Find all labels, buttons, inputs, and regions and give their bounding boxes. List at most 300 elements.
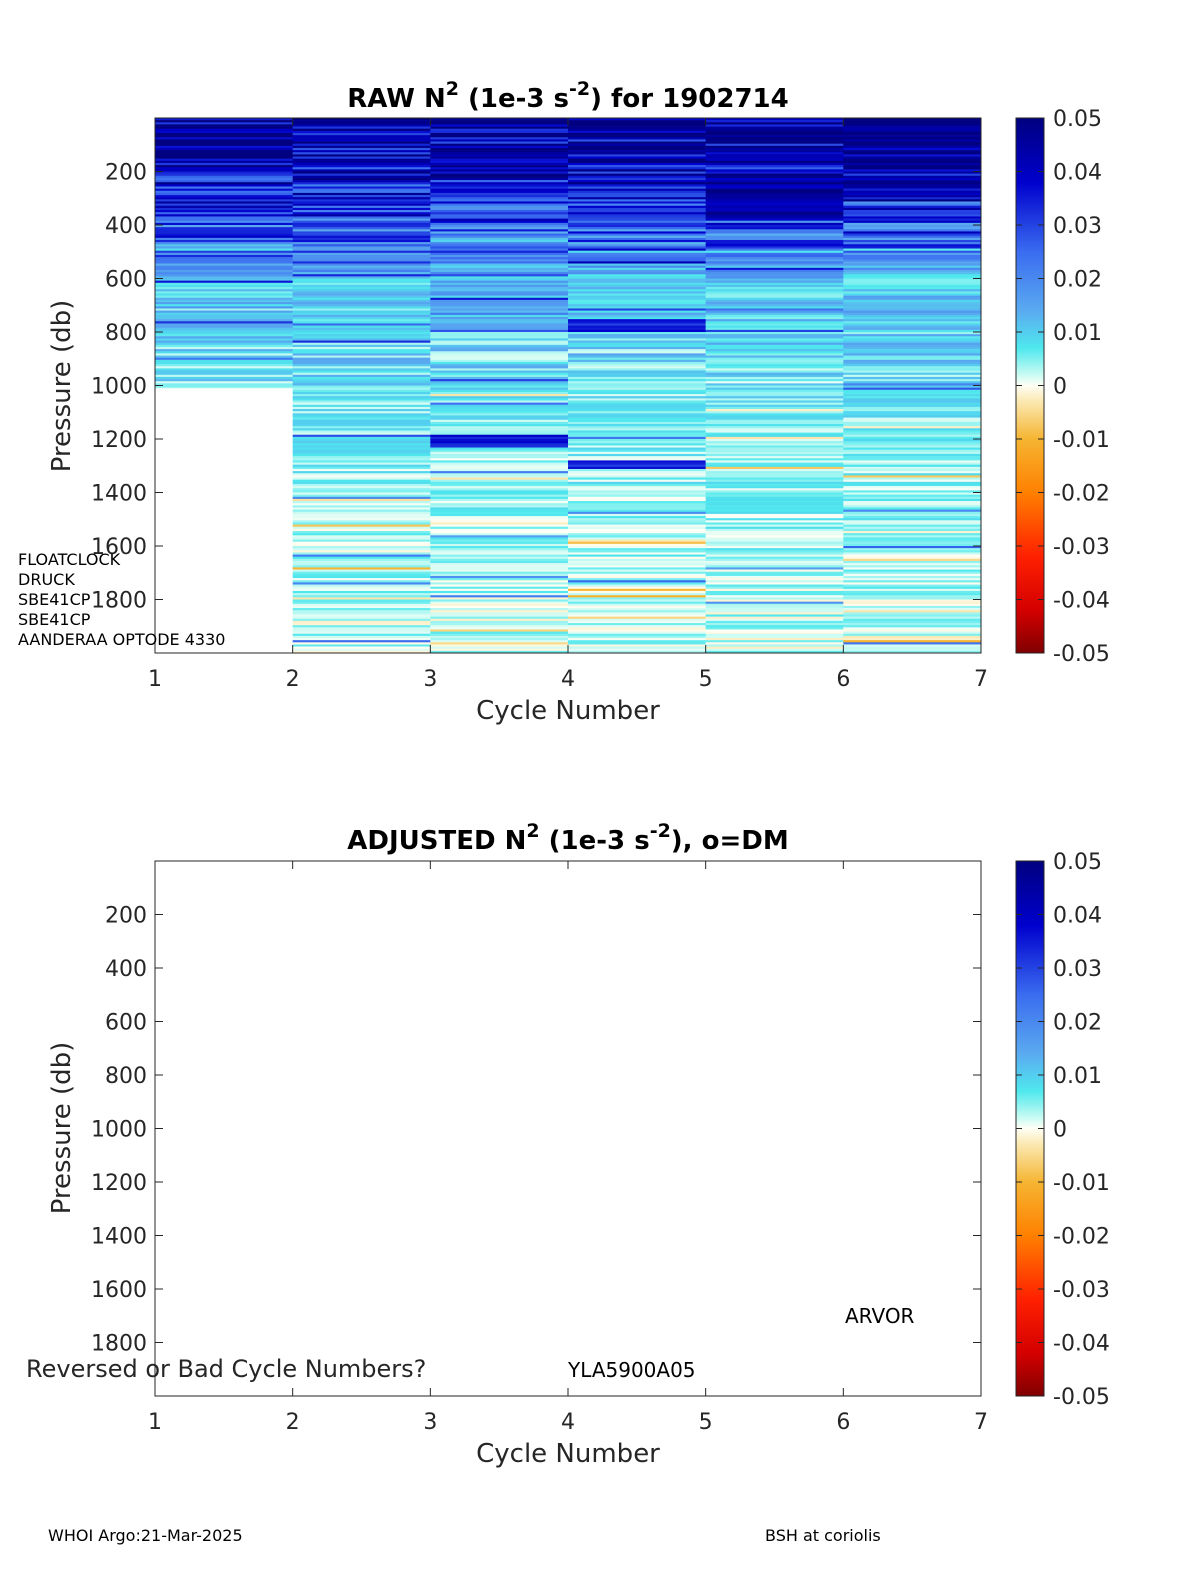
heatmap-cell <box>155 189 293 191</box>
heatmap-cell <box>568 296 706 298</box>
heatmap-cell <box>430 165 568 167</box>
heatmap-cell <box>430 403 568 405</box>
heatmap-cell <box>293 623 431 625</box>
heatmap-cell <box>293 463 431 465</box>
x-tick-label: 3 <box>423 1410 438 1435</box>
heatmap-cell <box>568 415 706 417</box>
heatmap-cell <box>568 467 706 469</box>
heatmap-cell <box>430 456 568 458</box>
y-tick-label: 1800 <box>91 1331 147 1357</box>
heatmap-cell <box>155 154 293 156</box>
heatmap-cell <box>706 251 844 253</box>
heatmap-cell <box>430 555 568 557</box>
heatmap-cell <box>706 189 844 191</box>
heatmap-cell <box>843 632 981 634</box>
heatmap-cell <box>430 602 568 604</box>
heatmap-cell <box>568 251 706 253</box>
heatmap-cell <box>843 159 981 161</box>
heatmap-cell <box>706 647 844 649</box>
heatmap-cell <box>155 298 293 300</box>
heatmap-cell <box>430 454 568 456</box>
heatmap-cell <box>843 443 981 445</box>
heatmap-cell <box>568 323 706 325</box>
heatmap-cell <box>843 537 981 539</box>
heatmap-cell <box>706 236 844 238</box>
heatmap-cell <box>430 146 568 148</box>
adjusted-x-axis-label: Cycle Number <box>476 1439 660 1469</box>
heatmap-cell <box>706 621 844 623</box>
heatmap-cell <box>430 330 568 332</box>
float-id-annotation: YLA5900A05 <box>568 1358 696 1382</box>
heatmap-cell <box>568 266 706 268</box>
y-tick-label: 800 <box>105 321 147 346</box>
heatmap-cell <box>430 445 568 447</box>
heatmap-cell <box>430 484 568 486</box>
heatmap-cell <box>430 574 568 576</box>
heatmap-cell <box>293 458 431 460</box>
heatmap-cell <box>843 358 981 360</box>
heatmap-cell <box>430 550 568 552</box>
heatmap-cell <box>843 302 981 304</box>
heatmap-cell <box>568 135 706 137</box>
heatmap-cell <box>706 495 844 497</box>
heatmap-cell <box>843 535 981 537</box>
heatmap-cell <box>568 576 706 578</box>
heatmap-cell <box>568 349 706 351</box>
heatmap-cell <box>843 287 981 289</box>
heatmap-cell <box>155 236 293 238</box>
heatmap-cell <box>843 405 981 407</box>
heatmap-cell <box>430 409 568 411</box>
heatmap-cell <box>430 514 568 516</box>
heatmap-cell <box>568 614 706 616</box>
heatmap-cell <box>430 261 568 263</box>
heatmap-cell <box>843 589 981 591</box>
heatmap-cell <box>706 347 844 349</box>
heatmap-cell <box>843 587 981 589</box>
heatmap-cell <box>706 261 844 263</box>
heatmap-cell <box>843 484 981 486</box>
heatmap-cell <box>155 283 293 285</box>
heatmap-cell <box>568 336 706 338</box>
heatmap-cell <box>706 585 844 587</box>
heatmap-cell <box>430 533 568 535</box>
heatmap-cell <box>568 332 706 334</box>
heatmap-cell <box>293 257 431 259</box>
heatmap-cell <box>843 647 981 649</box>
heatmap-cell <box>843 505 981 507</box>
heatmap-cell <box>293 602 431 604</box>
heatmap-cell <box>430 439 568 441</box>
heatmap-cell <box>568 358 706 360</box>
heatmap-cell <box>843 150 981 152</box>
colorbar-tick-label: 0.05 <box>1053 107 1102 132</box>
heatmap-cell <box>706 330 844 332</box>
heatmap-cell <box>843 555 981 557</box>
heatmap-cell <box>706 383 844 385</box>
heatmap-cell <box>706 195 844 197</box>
heatmap-cell <box>568 120 706 122</box>
heatmap-cell <box>293 486 431 488</box>
heatmap-cell <box>293 261 431 263</box>
heatmap-cell <box>568 287 706 289</box>
heatmap-cell <box>293 298 431 300</box>
colorbar-tick-label: 0.01 <box>1053 1064 1102 1089</box>
heatmap-cell <box>430 195 568 197</box>
heatmap-cell <box>843 178 981 180</box>
heatmap-cell <box>843 623 981 625</box>
heatmap-cell <box>568 298 706 300</box>
heatmap-cell <box>843 529 981 531</box>
heatmap-cell <box>706 415 844 417</box>
heatmap-cell <box>843 602 981 604</box>
heatmap-cell <box>293 550 431 552</box>
heatmap-cell <box>568 317 706 319</box>
heatmap-cell <box>568 458 706 460</box>
heatmap-cell <box>568 176 706 178</box>
heatmap-cell <box>843 570 981 572</box>
heatmap-cell <box>568 178 706 180</box>
heatmap-cell <box>843 353 981 355</box>
heatmap-cell <box>155 251 293 253</box>
heatmap-cell <box>293 456 431 458</box>
heatmap-cell <box>843 268 981 270</box>
heatmap-cell <box>843 542 981 544</box>
heatmap-cell <box>843 422 981 424</box>
heatmap-cell <box>430 358 568 360</box>
heatmap-cell <box>568 497 706 499</box>
heatmap-cell <box>155 332 293 334</box>
heatmap-cell <box>293 300 431 302</box>
heatmap-cell <box>293 629 431 631</box>
heatmap-cell <box>430 368 568 370</box>
heatmap-cell <box>843 326 981 328</box>
heatmap-cell <box>568 585 706 587</box>
bad-cycle-warning: Reversed or Bad Cycle Numbers? <box>26 1355 427 1383</box>
heatmap-cell <box>430 501 568 503</box>
heatmap-cell <box>568 142 706 144</box>
heatmap-cell <box>706 238 844 240</box>
heatmap-cell <box>155 306 293 308</box>
heatmap-cell <box>293 422 431 424</box>
heatmap-cell <box>293 608 431 610</box>
heatmap-cell <box>706 351 844 353</box>
heatmap-cell <box>843 435 981 437</box>
heatmap-cell <box>568 319 706 321</box>
heatmap-cell <box>706 422 844 424</box>
heatmap-cell <box>155 255 293 257</box>
heatmap-cell <box>430 178 568 180</box>
heatmap-cell <box>155 279 293 281</box>
heatmap-cell <box>293 540 431 542</box>
heatmap-cell <box>568 595 706 597</box>
heatmap-cell <box>430 548 568 550</box>
heatmap-cell <box>155 289 293 291</box>
heatmap-cell <box>430 478 568 480</box>
heatmap-cell <box>706 478 844 480</box>
heatmap-cell <box>706 445 844 447</box>
heatmap-cell <box>568 293 706 295</box>
heatmap-cell <box>293 341 431 343</box>
heatmap-cell <box>843 144 981 146</box>
heatmap-cell <box>430 499 568 501</box>
heatmap-cell <box>293 450 431 452</box>
heatmap-cell <box>843 582 981 584</box>
heatmap-cell <box>293 503 431 505</box>
heatmap-cell <box>568 546 706 548</box>
heatmap-cell <box>155 186 293 188</box>
heatmap-cell <box>843 208 981 210</box>
heatmap-cell <box>155 347 293 349</box>
heatmap-cell <box>568 157 706 159</box>
heatmap-cell <box>430 338 568 340</box>
heatmap-cell <box>706 424 844 426</box>
heatmap-cell <box>843 381 981 383</box>
heatmap-cell <box>430 186 568 188</box>
heatmap-cell <box>430 422 568 424</box>
heatmap-cell <box>155 326 293 328</box>
heatmap-cell <box>568 364 706 366</box>
heatmap-cell <box>843 606 981 608</box>
heatmap-cell <box>568 555 706 557</box>
heatmap-cell <box>430 253 568 255</box>
heatmap-cell <box>843 428 981 430</box>
heatmap-cell <box>155 274 293 276</box>
heatmap-cell <box>155 328 293 330</box>
heatmap-cell <box>568 189 706 191</box>
heatmap-cell <box>843 627 981 629</box>
heatmap-cell <box>430 326 568 328</box>
heatmap-cell <box>430 129 568 131</box>
heatmap-cell <box>706 512 844 514</box>
heatmap-cell <box>430 518 568 520</box>
heatmap-cell <box>430 274 568 276</box>
heatmap-cell <box>843 520 981 522</box>
heatmap-cell <box>706 430 844 432</box>
heatmap-cell <box>843 152 981 154</box>
heatmap-cell <box>155 223 293 225</box>
heatmap-cell <box>568 428 706 430</box>
heatmap-cell <box>843 403 981 405</box>
heatmap-cell <box>843 174 981 176</box>
heatmap-cell <box>293 632 431 634</box>
heatmap-cell <box>293 514 431 516</box>
x-tick-label: 4 <box>561 1410 575 1435</box>
heatmap-cell <box>706 249 844 251</box>
heatmap-cell <box>430 214 568 216</box>
y-tick-label: 1400 <box>91 481 147 507</box>
heatmap-cell <box>155 383 293 385</box>
heatmap-cell <box>155 356 293 358</box>
heatmap-cell <box>293 373 431 375</box>
heatmap-cell <box>293 360 431 362</box>
heatmap-cell <box>568 304 706 306</box>
heatmap-cell <box>430 589 568 591</box>
heatmap-cell <box>706 614 844 616</box>
heatmap-cell <box>706 600 844 602</box>
heatmap-cell <box>568 161 706 163</box>
heatmap-cell <box>706 443 844 445</box>
heatmap-cell <box>843 600 981 602</box>
heatmap-cell <box>430 341 568 343</box>
heatmap-cell <box>155 358 293 360</box>
heatmap-cell <box>843 246 981 248</box>
heatmap-cell <box>706 174 844 176</box>
heatmap-cell <box>706 371 844 373</box>
heatmap-cell <box>430 336 568 338</box>
heatmap-cell <box>568 473 706 475</box>
heatmap-cell <box>706 270 844 272</box>
colorbar-tick-label: 0.01 <box>1053 321 1102 346</box>
heatmap-cell <box>293 375 431 377</box>
heatmap-cell <box>843 552 981 554</box>
heatmap-cell <box>430 197 568 199</box>
heatmap-cell <box>568 195 706 197</box>
y-tick-label: 200 <box>105 160 147 186</box>
heatmap-cell <box>293 210 431 212</box>
heatmap-cell <box>843 345 981 347</box>
heatmap-cell <box>568 507 706 509</box>
heatmap-cell <box>293 561 431 563</box>
heatmap-cell <box>155 120 293 122</box>
heatmap-cell <box>155 169 293 171</box>
heatmap-cell <box>706 525 844 527</box>
heatmap-cell <box>155 182 293 184</box>
heatmap-cell <box>706 640 844 642</box>
heatmap-cell <box>706 465 844 467</box>
heatmap-cell <box>430 433 568 435</box>
heatmap-cell <box>293 396 431 398</box>
heatmap-cell <box>568 403 706 405</box>
heatmap-cell <box>430 531 568 533</box>
heatmap-cell <box>430 595 568 597</box>
heatmap-cell <box>706 341 844 343</box>
heatmap-cell <box>706 208 844 210</box>
heatmap-cell <box>568 353 706 355</box>
heatmap-cell <box>706 413 844 415</box>
heatmap-cell <box>843 242 981 244</box>
heatmap-cell <box>293 439 431 441</box>
heatmap-cell <box>706 317 844 319</box>
heatmap-cell <box>430 206 568 208</box>
heatmap-cell <box>706 212 844 214</box>
heatmap-cell <box>568 544 706 546</box>
heatmap-cell <box>430 135 568 137</box>
heatmap-cell <box>568 522 706 524</box>
heatmap-cell <box>706 608 844 610</box>
sensor-label: SBE41CP <box>18 590 91 609</box>
heatmap-cell <box>430 127 568 129</box>
raw-x-axis-label: Cycle Number <box>476 696 660 726</box>
heatmap-cell <box>155 142 293 144</box>
x-tick-label: 7 <box>974 667 988 692</box>
heatmap-cell <box>706 180 844 182</box>
heatmap-cell <box>843 482 981 484</box>
heatmap-cell <box>568 152 706 154</box>
heatmap-cell <box>843 330 981 332</box>
heatmap-cell <box>430 567 568 569</box>
heatmap-cell <box>568 242 706 244</box>
heatmap-cell <box>293 165 431 167</box>
colorbar-tick-label: -0.04 <box>1053 588 1110 614</box>
heatmap-cell <box>843 638 981 640</box>
heatmap-cell <box>430 180 568 182</box>
heatmap-cell <box>293 409 431 411</box>
heatmap-cell <box>430 345 568 347</box>
heatmap-cell <box>430 291 568 293</box>
heatmap-cell <box>568 478 706 480</box>
heatmap-cell <box>843 548 981 550</box>
heatmap-cell <box>155 242 293 244</box>
heatmap-cell <box>706 225 844 227</box>
heatmap-cell <box>293 343 431 345</box>
heatmap-cell <box>706 552 844 554</box>
heatmap-cell <box>706 321 844 323</box>
heatmap-cell <box>430 576 568 578</box>
heatmap-cell <box>706 548 844 550</box>
heatmap-cell <box>568 257 706 259</box>
heatmap-cell <box>293 437 431 439</box>
heatmap-cell <box>568 606 706 608</box>
heatmap-cell <box>706 488 844 490</box>
heatmap-cell <box>706 591 844 593</box>
heatmap-cell <box>293 362 431 364</box>
heatmap-cell <box>843 480 981 482</box>
heatmap-cell <box>293 163 431 165</box>
heatmap-cell <box>430 296 568 298</box>
heatmap-cell <box>843 300 981 302</box>
raw-y-axis-label: Pressure (db) <box>47 299 77 473</box>
heatmap-cell <box>706 612 844 614</box>
heatmap-cell <box>843 120 981 122</box>
heatmap-cell <box>843 456 981 458</box>
heatmap-cell <box>706 563 844 565</box>
heatmap-cell <box>706 604 844 606</box>
heatmap-cell <box>706 122 844 124</box>
heatmap-cell <box>155 281 293 283</box>
heatmap-cell <box>430 448 568 450</box>
heatmap-cell <box>843 349 981 351</box>
heatmap-cell <box>293 124 431 126</box>
heatmap-cell <box>568 246 706 248</box>
heatmap-cell <box>706 405 844 407</box>
heatmap-cell <box>430 535 568 537</box>
heatmap-cell <box>568 193 706 195</box>
heatmap-cell <box>706 167 844 169</box>
heatmap-cell <box>568 450 706 452</box>
heatmap-cell <box>568 456 706 458</box>
heatmap-cell <box>293 302 431 304</box>
heatmap-cell <box>155 257 293 259</box>
heatmap-cell <box>430 287 568 289</box>
heatmap-cell <box>293 182 431 184</box>
heatmap-cell <box>430 420 568 422</box>
heatmap-cell <box>706 407 844 409</box>
heatmap-cell <box>293 430 431 432</box>
heatmap-cell <box>430 585 568 587</box>
heatmap-cell <box>568 272 706 274</box>
heatmap-cell <box>568 636 706 638</box>
heatmap-cell <box>706 510 844 512</box>
heatmap-cell <box>706 199 844 201</box>
heatmap-cell <box>293 347 431 349</box>
heatmap-cell <box>843 514 981 516</box>
heatmap-cell <box>430 482 568 484</box>
heatmap-cell <box>430 360 568 362</box>
heatmap-cell <box>430 398 568 400</box>
heatmap-cell <box>293 167 431 169</box>
heatmap-cell <box>568 493 706 495</box>
